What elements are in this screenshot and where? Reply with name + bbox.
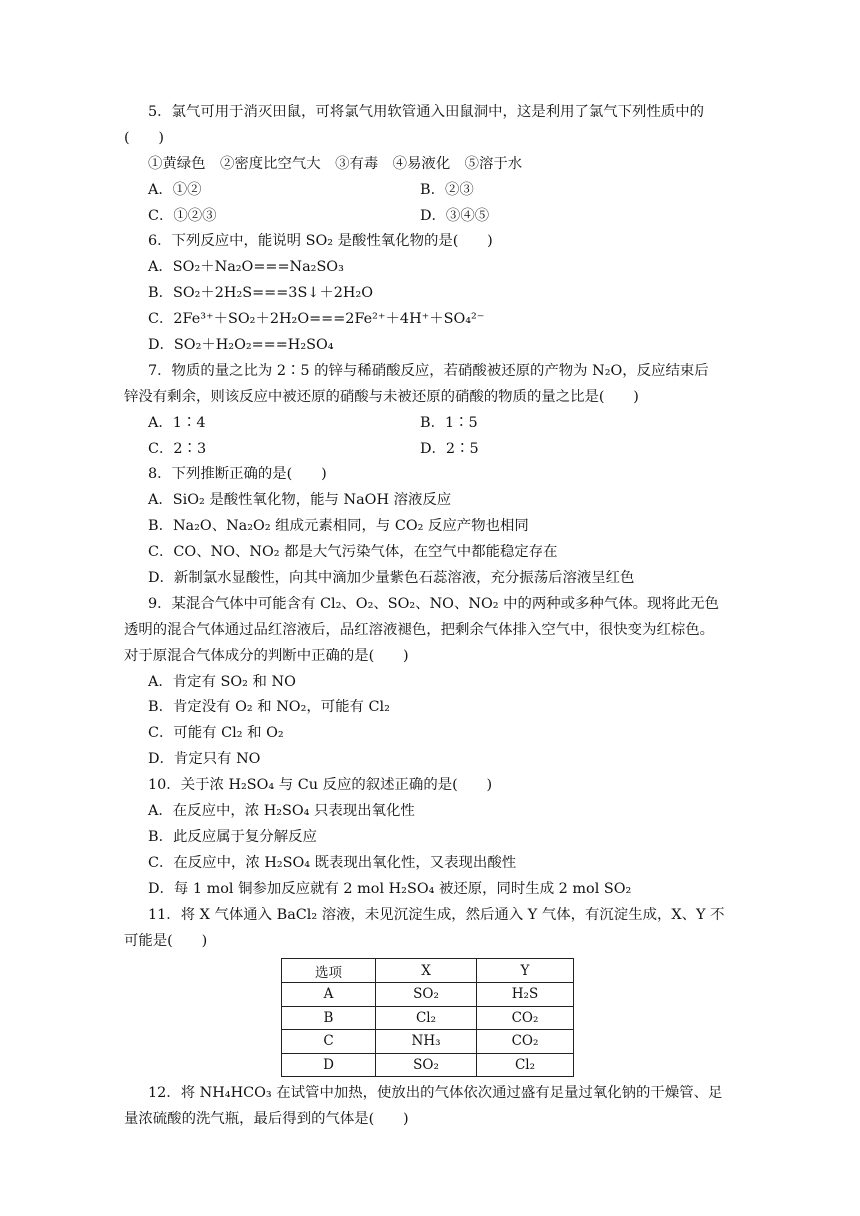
q10-option-a: A．在反应中，浓 H₂SO₄ 只表现出氧化性 xyxy=(148,803,415,820)
q5-stem-line2: ( ) xyxy=(124,129,165,146)
q6-option-b: B．SO₂＋2H₂S===3S↓＋2H₂O xyxy=(148,285,374,302)
table-cell: SO₂ xyxy=(376,982,477,1006)
q7-stem-line2: 锌没有剩余，则该反应中被还原的硝酸与未被还原的硝酸的物质的量之比是( ) xyxy=(124,388,639,405)
q9-stem-line2: 透明的混合气体通过品红溶液后，品红溶液褪色，把剩余气体排入空气中，很快变为红棕色。 xyxy=(124,621,715,638)
table-cell: A xyxy=(282,982,376,1006)
q8-option-b: B．Na₂O、Na₂O₂ 组成元素相同，与 CO₂ 反应产物也相同 xyxy=(148,518,529,535)
table-row xyxy=(282,1053,574,1077)
table-header-cell: Y xyxy=(477,959,574,983)
table-cell: D xyxy=(282,1053,376,1077)
table-row xyxy=(282,1030,574,1054)
q7-options-cd xyxy=(124,437,748,463)
table-cell: Cl₂ xyxy=(477,1053,574,1077)
q6-stem: 6．下列反应中，能说明 SO₂ 是酸性氧化物的是( ) xyxy=(148,233,493,250)
q7-option-b: B．1∶5 xyxy=(420,414,478,431)
q7-option-d: D．2∶5 xyxy=(420,440,479,457)
q8-option-a: A．SiO₂ 是酸性氧化物，能与 NaOH 溶液反应 xyxy=(148,492,452,509)
q9-option-c: C．可能有 Cl₂ 和 O₂ xyxy=(148,725,284,742)
q10-option-d: D．每 1 mol 铜参加反应就有 2 mol H₂SO₄ 被还原，同时生成 2 mol SO₂ xyxy=(148,880,632,897)
q5-stem-line1: 5．氯气可用于消灭田鼠，可将氯气用软管通入田鼠洞中，这是利用了氯气下列性质中的 xyxy=(148,104,705,120)
q8-option-c: C．CO、NO、NO₂ 都是大气污染气体，在空气中都能稳定存在 xyxy=(148,544,558,561)
table-header-cell: X xyxy=(376,959,477,983)
q6-option-d: D．SO₂＋H₂O₂===H₂SO₄ xyxy=(148,337,334,354)
q7-option-c: C．2∶3 xyxy=(148,440,207,457)
table-cell: SO₂ xyxy=(376,1053,477,1077)
q7-option-a: A．1∶4 xyxy=(148,414,206,431)
q9-option-a: A．肯定有 SO₂ 和 NO xyxy=(148,673,296,690)
q11-options-table xyxy=(281,958,574,1077)
q5-option-b: B．②③ xyxy=(420,181,474,198)
q9-option-d: D．肯定只有 NO xyxy=(148,751,261,768)
q7-options-ab xyxy=(124,411,748,437)
q11-stem-line1: 11．将 X 气体通入 BaCl₂ 溶液，未见沉淀生成，然后通入 Y 气体，有沉淀生成，X、Y 不 xyxy=(148,906,725,923)
table-header-row xyxy=(282,959,574,983)
q6-option-a: A．SO₂＋Na₂O===Na₂SO₃ xyxy=(148,259,344,276)
table-cell: CO₂ xyxy=(477,1030,574,1054)
table-cell: Cl₂ xyxy=(376,1006,477,1030)
q8-option-d: D．新制氯水显酸性，向其中滴加少量紫色石蕊溶液，充分振荡后溶液呈红色 xyxy=(148,570,635,587)
q9-stem-line1: 9．某混合气体中可能含有 Cl₂、O₂、SO₂、NO、NO₂ 中的两种或多种气体。现将此无色 xyxy=(148,595,719,612)
table-cell: NH₃ xyxy=(376,1030,477,1054)
table-cell: B xyxy=(282,1006,376,1030)
q5-options-ab xyxy=(124,178,748,204)
q10-option-b: B．此反应属于复分解反应 xyxy=(148,828,317,845)
q10-option-c: C．在反应中，浓 H₂SO₄ 既表现出氧化性，又表现出酸性 xyxy=(148,854,517,871)
table-cell: H₂S xyxy=(477,982,574,1006)
q9-option-b: B．肯定没有 O₂ 和 NO₂，可能有 Cl₂ xyxy=(148,699,390,716)
table-cell: C xyxy=(282,1030,376,1054)
q9-stem-line3: 对于原混合气体成分的判断中正确的是( ) xyxy=(124,647,409,664)
q6-option-c: C．2Fe³⁺＋SO₂＋2H₂O===2Fe²⁺＋4H⁺＋SO₄²⁻ xyxy=(148,311,485,328)
q11-stem-line2: 可能是( ) xyxy=(124,932,208,949)
q5-option-a: A．①② xyxy=(148,181,202,198)
table-row xyxy=(282,1006,574,1030)
q5-options-cd xyxy=(124,204,748,230)
q8-stem: 8．下列推断正确的是( ) xyxy=(148,466,327,483)
q10-stem: 10．关于浓 H₂SO₄ 与 Cu 反应的叙述正确的是( ) xyxy=(148,777,493,794)
table-cell: CO₂ xyxy=(477,1006,574,1030)
q12-stem-line1: 12．将 NH₄HCO₃ 在试管中加热，使放出的气体依次通过盛有足量过氧化钠的干燥管、足 xyxy=(148,1085,723,1102)
q5-properties: ①黄绿色 ②密度比空气大 ③有毒 ④易液化 ⑤溶于水 xyxy=(148,155,523,172)
table-row xyxy=(282,982,574,1006)
q12-stem-line2: 量浓硫酸的洗气瓶，最后得到的气体是( ) xyxy=(124,1111,409,1128)
exam-page xyxy=(124,100,748,1133)
q5-option-c: C．①②③ xyxy=(148,207,217,224)
q7-stem-line1: 7．物质的量之比为 2∶5 的锌与稀硝酸反应，若硝酸被还原的产物为 N₂O，反应结束后 xyxy=(148,362,709,379)
table-header-cell: 选项 xyxy=(282,959,376,983)
q5-option-d: D．③④⑤ xyxy=(420,207,490,224)
